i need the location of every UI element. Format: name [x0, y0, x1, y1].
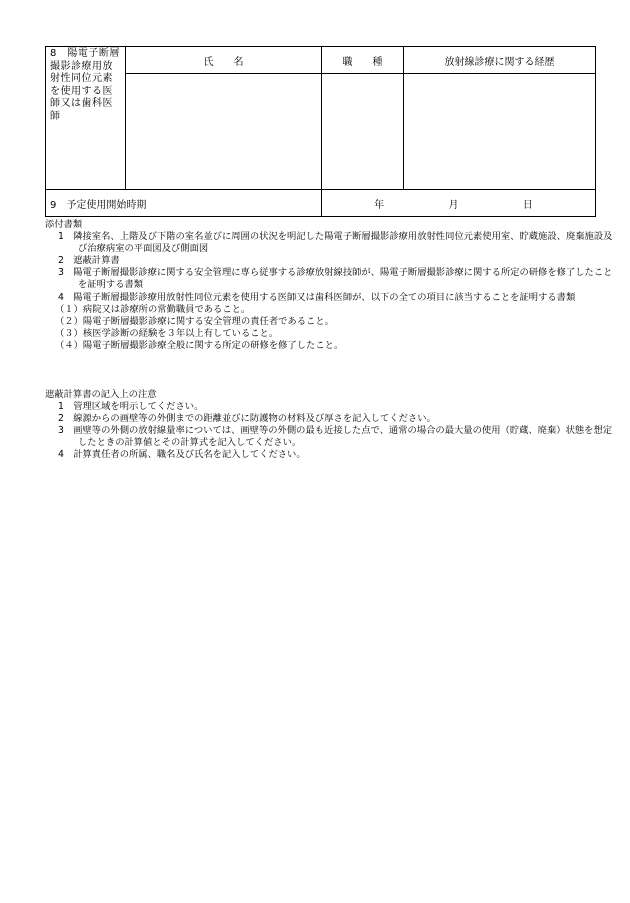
- item9-label: 9 予定使用開始時期: [46, 190, 322, 217]
- attachment-item: 3 陽電子断層撮影診療に関する安全管理に専ら従事する診療放射線技師が、陽電子断層撮影診療に関する所定の研修を修了したことを証明する書類: [58, 267, 613, 291]
- shielding-note: 4 計算責任者の所属、職名及び氏名を記入してください。: [58, 449, 306, 461]
- attachment-subitem: （４）陽電子断層撮影診療全般に関する所定の研修を修了したこと。: [55, 339, 344, 351]
- attachment-item: 2 遮蔽計算書: [58, 255, 120, 267]
- shielding-note: 2 線源からの画壁等の外側までの距離並びに防護物の材料及び厚さを記入してください。: [58, 413, 436, 425]
- shielding-heading: 遮蔽計算書の記入上の注意: [45, 389, 157, 400]
- attachment-subitem: （１）病院又は診療所の常勤職員であること。: [55, 303, 251, 315]
- attachment-item: 4 陽電子断層撮影診療用放射性同位元素を使用する医師又は歯科医師が、以下の全ての項目に該当することを証明する書類: [58, 291, 576, 303]
- job-entry-cell[interactable]: [322, 74, 404, 190]
- name-column-header: 氏 名: [126, 47, 322, 74]
- shielding-note: 1 管理区域を明示してください。: [58, 401, 204, 413]
- shielding-notes-section: [45, 389, 620, 462]
- item8-label: 8 陽電子断層撮影診療用放射性同位元素を使用する医師又は歯科医師: [46, 47, 126, 190]
- month-label: 月: [448, 199, 459, 211]
- name-entry-cell[interactable]: [126, 74, 322, 190]
- attachments-heading: 添付書類: [45, 219, 83, 230]
- history-entry-cell[interactable]: [404, 74, 596, 190]
- shielding-note: 3 画壁等の外側の放射線量率については、画壁等の外側の最も近接した点で、通常の場合の最大量の使用（貯蔵、廃棄）状態を想定したときの計算値とその計算式を記入してください。: [58, 425, 613, 449]
- day-label: 日: [522, 199, 533, 211]
- attachments-section: [45, 219, 620, 352]
- year-label: 年: [374, 199, 385, 211]
- history-column-header: 放射線診療に関する経歴: [404, 47, 596, 74]
- form-table: [45, 46, 596, 217]
- attachment-subitem: （２）陽電子断層撮影診療に関する安全管理の責任者であること。: [55, 315, 334, 327]
- job-column-header: 職 種: [322, 47, 404, 74]
- start-date-cell[interactable]: [322, 190, 596, 217]
- attachment-item: 1 隣接室名、上階及び下階の室名並びに周囲の状況を明記した陽電子断層撮影診療用放射性同位元素使用室、貯蔵施設、廃棄施設及び治療病室の平面図及び側面図: [58, 231, 613, 255]
- attachment-subitem: （３）核医学診断の経験を３年以上有していること。: [55, 327, 279, 339]
